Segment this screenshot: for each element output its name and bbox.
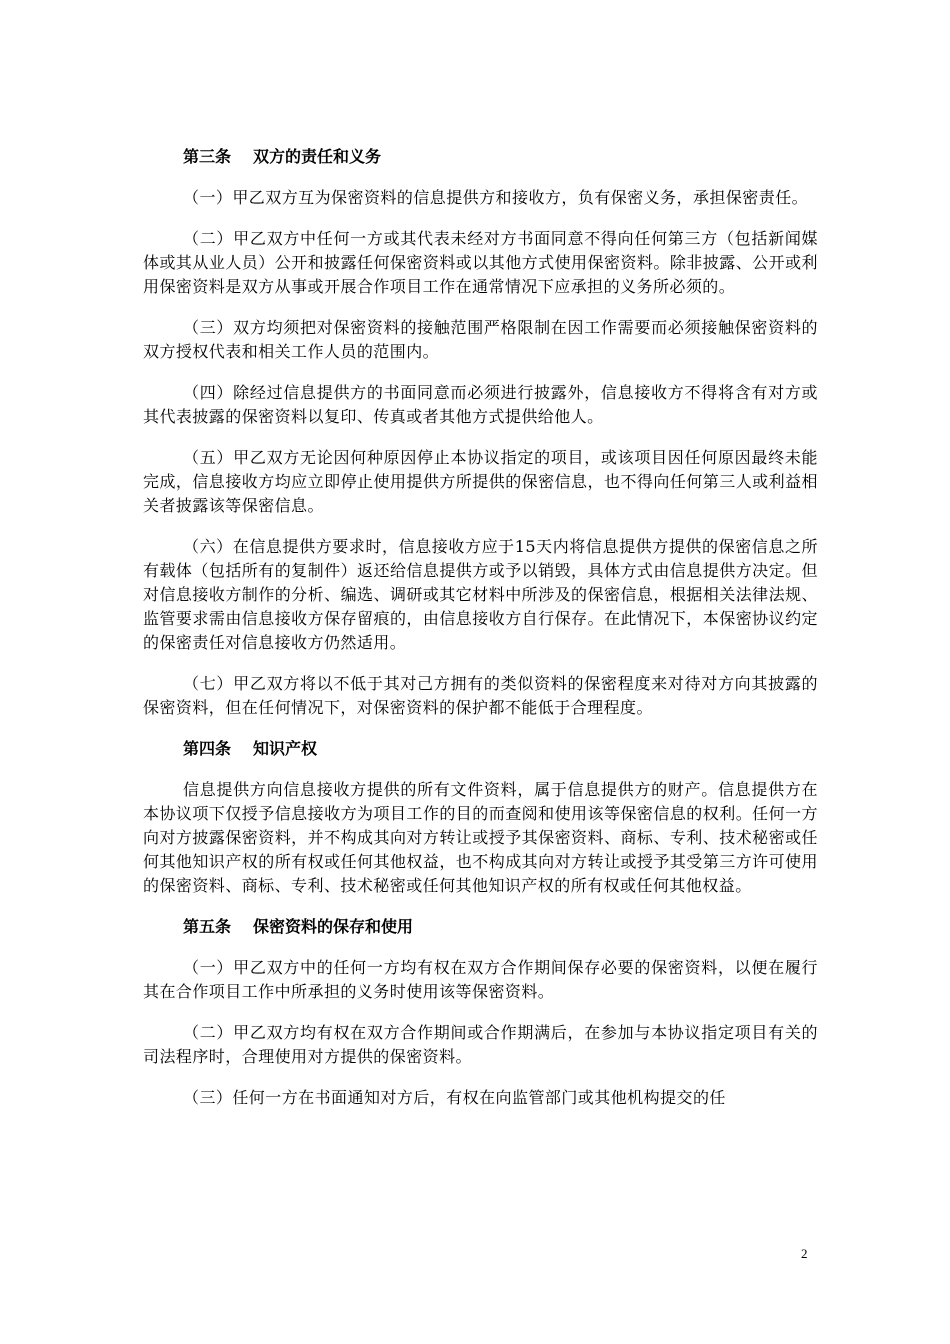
section-title: 双方的责任和义务 [253, 147, 382, 166]
paragraph: （二）甲乙双方均有权在双方合作期间或合作期满后，在参加与本协议指定项目有关的司法程序时，合理使用对方提供的保密资料。 [143, 1023, 818, 1066]
paragraph: （五）甲乙双方无论因何种原因停止本协议指定的项目，或该项目因任何原因最终未能完成，信息接收方均应立即停止使用提供方所提供的保密信息，也不得向任何第三人或利益相关者披露该等保密信息。 [143, 448, 818, 515]
paragraph: 信息提供方向信息接收方提供的所有文件资料，属于信息提供方的财产。信息提供方在本协议项下仅授予信息接收方为项目工作的目的而查阅和使用该等保密信息的权利。任何一方向对方披露保密资料，并不构成其向对方转让或授予其保密资料、商标、专利、技术秘密或任何其他知识产权的所有权或任何其他权益，也不构成其向对方转让或授予其受第三方许可使用的保密资料、商标、专利、技术秘密或任何其他知识产权的所有权或任何其他权益。 [143, 780, 818, 895]
paragraph: （一）甲乙双方互为保密资料的信息提供方和接收方，负有保密义务，承担保密责任。 [183, 188, 809, 207]
paragraph: （六）在信息提供方要求时，信息接收方应于15天内将信息提供方提供的保密信息之所有载体（包括所有的复制件）返还给信息提供方或予以销毁，具体方式由信息提供方决定。但对信息接收方制作的分析、编选、调研或其它材料中所涉及的保密信息，根据相关法律法规、监管要求需由信息接收方保存留痕的，由信息接收方自行保存。在此情况下，本保密协议约定的保密责任对信息接收方仍然适用。 [143, 537, 818, 652]
section-title: 保密资料的保存和使用 [253, 917, 414, 936]
paragraph: （四）除经过信息提供方的书面同意而必须进行披露外，信息接收方不得将含有对方或其代表披露的保密资料以复印、传真或者其他方式提供给他人。 [143, 383, 818, 426]
paragraph: （二）甲乙双方中任何一方或其代表未经对方书面同意不得向任何第三方（包括新闻媒体或其从业人员）公开和披露任何保密资料或以其他方式使用保密资料。除非披露、公开或利用保密资料是双方从事或开展合作项目工作在通常情况下应承担的义务所必须的。 [143, 229, 818, 296]
section-heading-4 [143, 737, 818, 761]
document-body [143, 145, 818, 1127]
section-number: 第三条 [183, 147, 232, 166]
paragraph: （三）任何一方在书面通知对方后，有权在向监管部门或其他机构提交的任 [183, 1088, 726, 1107]
paragraph: （七）甲乙双方将以不低于其对己方拥有的类似资料的保密程度来对待对方向其披露的保密资料，但在任何情况下，对保密资料的保护都不能低于合理程度。 [143, 674, 818, 717]
section-number: 第四条 [183, 739, 232, 758]
page-number: 2 [801, 1246, 808, 1261]
paragraph: （三）双方均须把对保密资料的接触范围严格限制在因工作需要而必须接触保密资料的双方授权代表和相关工作人员的范围内。 [143, 318, 818, 361]
section-number: 第五条 [183, 917, 232, 936]
section-title: 知识产权 [253, 739, 318, 758]
section-heading-3 [143, 145, 818, 169]
section-heading-5 [143, 915, 818, 939]
paragraph: （一）甲乙双方中的任何一方均有权在双方合作期间保存必要的保密资料，以便在履行其在合作项目工作中所承担的义务时使用该等保密资料。 [143, 958, 818, 1001]
